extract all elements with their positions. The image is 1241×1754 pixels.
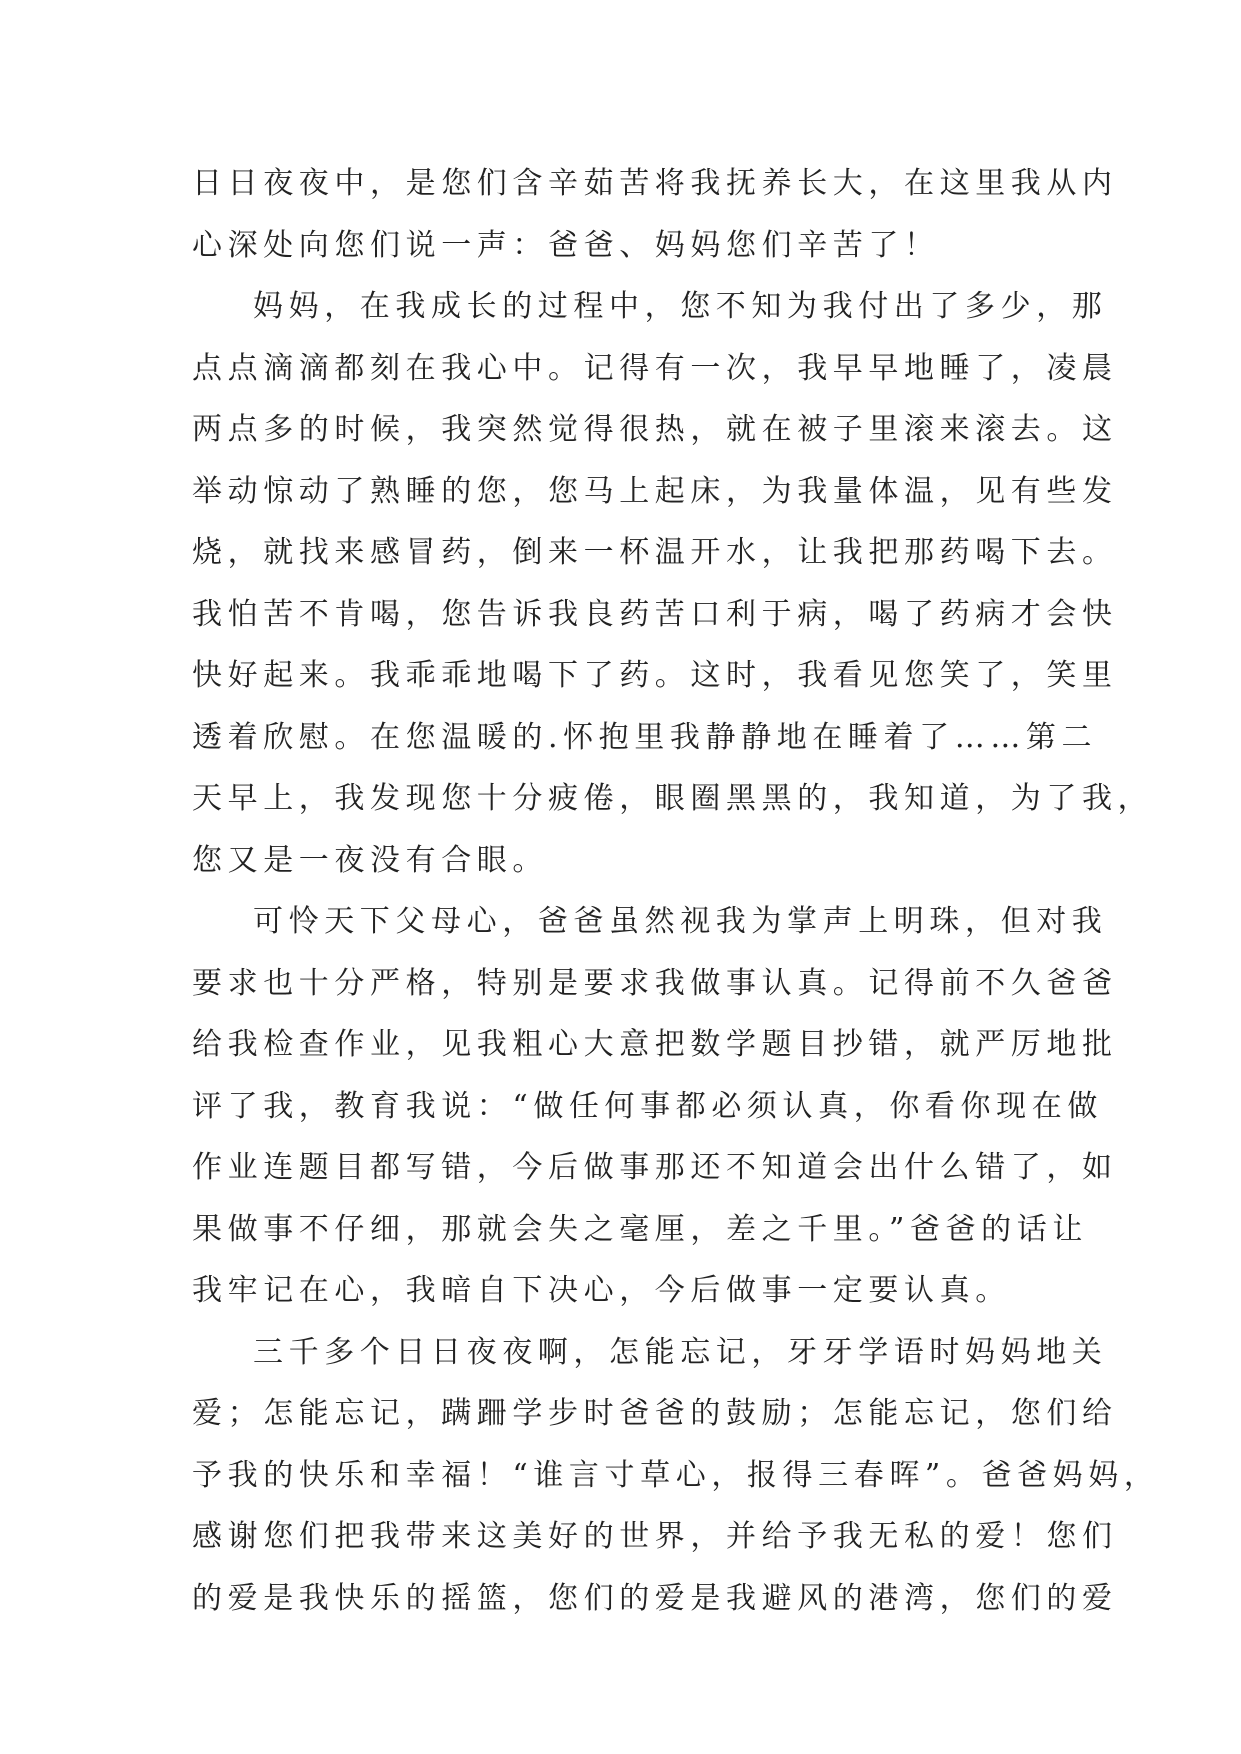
paragraph-start-line: 三千多个日日夜夜啊，怎能忘记，牙牙学语时妈妈地关 bbox=[253, 1334, 1108, 1370]
text-line: 评了我，教育我说：“做任何事都必须认真，你看你现在做 bbox=[192, 1088, 1103, 1124]
text-line: 烧，就找来感冒药，倒来一杯温开水，让我把那药喝下去。 bbox=[192, 535, 1118, 570]
text-line: 点点滴滴都刻在我心中。记得有一次，我早早地睡了，凌晨 bbox=[192, 350, 1118, 386]
text-line: 我怕苦不肯喝，您告诉我良药苦口利于病，喝了药病才会快 bbox=[192, 596, 1118, 632]
text-line: 透着欣慰。在您温暖的.怀抱里我静静地在睡着了……第二 bbox=[192, 719, 1098, 755]
text-line: 日日夜夜中，是您们含辛茹苦将我抚养长大，在这里我从内 bbox=[192, 166, 1118, 201]
paragraph-start-line: 妈妈，在我成长的过程中，您不知为我付出了多少，那 bbox=[253, 289, 1108, 324]
text-line: 心深处向您们说一声：爸爸、妈妈您们辛苦了！ bbox=[192, 227, 940, 263]
text-line: 要求也十分严格，特别是要求我做事认真。记得前不久爸爸 bbox=[192, 965, 1118, 1001]
text-line: 我牢记在心，我暗自下决心，今后做事一定要认真。 bbox=[192, 1273, 1011, 1308]
text-line: 举动惊动了熟睡的您，您马上起床，为我量体温，见有些发 bbox=[192, 473, 1118, 509]
text-line: 作业连题目都写错，今后做事那还不知道会出什么错了，如 bbox=[192, 1150, 1118, 1185]
body-text bbox=[192, 153, 1160, 1629]
text-line: 爱；怎能忘记，蹒跚学步时爸爸的鼓励；怎能忘记，您们给 bbox=[192, 1396, 1118, 1431]
text-line: 快好起来。我乖乖地喝下了药。这时，我看见您笑了，笑里 bbox=[192, 658, 1118, 693]
text-line: 天早上，我发现您十分疲倦，眼圈黑黑的，我知道，为了我， bbox=[192, 781, 1154, 816]
text-line: 您又是一夜没有合眼。 bbox=[192, 842, 548, 878]
paragraph-start-line: 可怜天下父母心，爸爸虽然视我为掌声上明珠，但对我 bbox=[253, 904, 1108, 939]
text-line: 的爱是我快乐的摇篮，您们的爱是我避风的港湾，您们的爱 bbox=[192, 1580, 1118, 1616]
text-line: 果做事不仔细，那就会失之毫厘，差之千里。”爸爸的话让 bbox=[192, 1211, 1088, 1247]
text-line: 两点多的时候，我突然觉得很热，就在被子里滚来滚去。这 bbox=[192, 412, 1118, 447]
text-line: 给我检查作业，见我粗心大意把数学题目抄错，就严厉地批 bbox=[192, 1027, 1118, 1062]
text-line: 感谢您们把我带来这美好的世界，并给予我无私的爱！您们 bbox=[192, 1519, 1118, 1554]
text-line: 予我的快乐和幸福！“谁言寸草心，报得三春晖”。爸爸妈妈， bbox=[192, 1457, 1160, 1493]
